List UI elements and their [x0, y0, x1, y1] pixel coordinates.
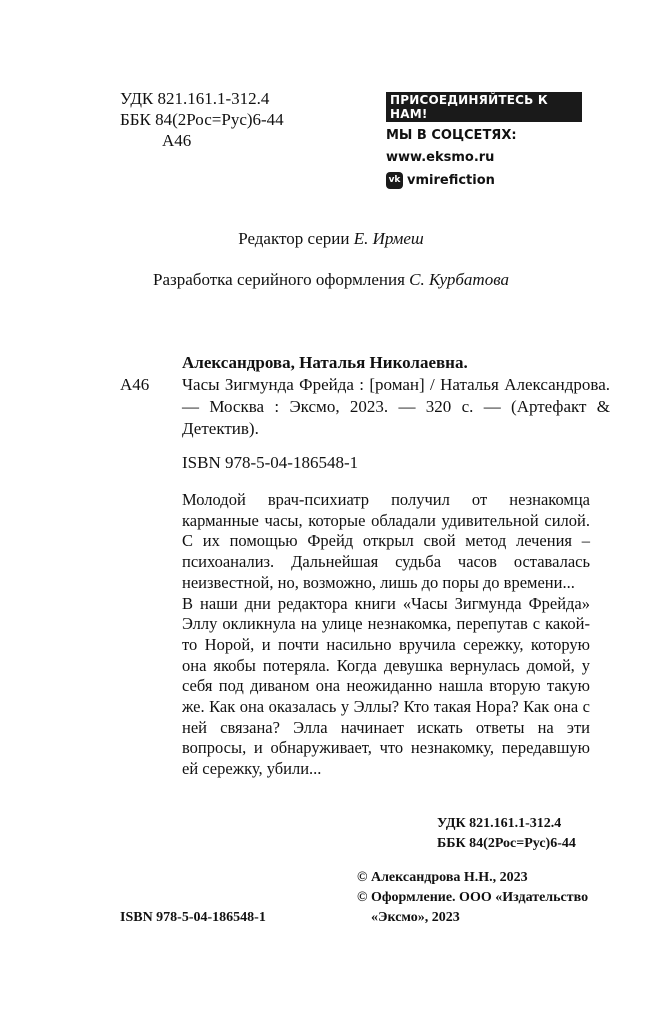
vk-icon: vk — [386, 172, 403, 189]
join-banner: ПРИСОЕДИНЯЙТЕСЬ К НАМ! — [386, 92, 582, 122]
series-editor: Редактор серии Е. Ирмеш — [238, 229, 424, 248]
entry-description: Часы Зигмунда Фрейда : [роман] / Наталья Александрова. — Москва : Эксмо, 2023. — 320 с. — (Артефакт & Детектив). — [182, 375, 610, 438]
social-label: МЫ В СОЦСЕТЯХ: — [386, 128, 517, 143]
entry-isbn: ISBN 978-5-04-186548-1 — [182, 453, 359, 472]
copyright-block — [357, 868, 588, 928]
social-block — [386, 92, 582, 189]
entry-author: Александрова, Наталья Николаевна. — [182, 353, 468, 372]
site-link[interactable]: www.eksmo.ru — [386, 150, 495, 165]
bbk-code: ББК 84(2Рос=Рус)6-44 — [120, 110, 284, 129]
copyright-author: © Александрова Н.Н., 2023 — [357, 870, 528, 885]
annotation-paragraph-2: В наши дни редактора книги «Часы Зигмунда Фрейда» Эллу окликнула на улице незнакомка, перепутав с какой-то Норой, и почти насильно вручила сережку, которую она якобы потеряла. Когда девушка вернулась домой, у себя под диваном она неожиданно нашла вторую такую же. Как она оказалась у Эллы? Кто такая Нора? Как она с ней связана? Элла начинает искать ответы на эти вопросы, и обнаруживает, что незнакомку, передавшую ей сережку, убили... — [182, 593, 590, 779]
catalog-entry — [120, 352, 610, 474]
annotation — [182, 490, 590, 780]
series-design-name: С. Курбатова — [409, 270, 509, 289]
series-design: Разработка серийного оформления С. Курбатова — [153, 270, 509, 289]
vk-handle: vmirefiction — [407, 172, 495, 188]
entry-code: А46 — [120, 375, 150, 394]
udk-code-bottom: УДК 821.161.1-312.4 — [437, 816, 562, 831]
isbn-bottom: ISBN 978-5-04-186548-1 — [120, 910, 266, 925]
copyright-design: © Оформление. ООО «Издательство — [357, 890, 589, 905]
series-editor-name: Е. Ирмеш — [353, 229, 424, 248]
udk-block-bottom — [437, 814, 576, 854]
copyright-design-cont: «Эксмо», 2023 — [371, 910, 460, 925]
bbk-code-bottom: ББК 84(2Рос=Рус)6-44 — [437, 836, 576, 851]
udk-code: УДК 821.161.1-312.4 — [120, 89, 270, 108]
udk-block-top — [120, 88, 284, 151]
annotation-paragraph-1: Молодой врач-психиатр получил от незнакомца карманные часы, которые обладали удивительной силой. С их помощью Фрейд открыл свой метод лечения – психоанализ. Дальнейшая судьба часов оставалась неизвестной, но, возможно, лишь до поры до времени... — [182, 490, 590, 592]
vk-link[interactable] — [386, 172, 582, 189]
author-mark: А46 — [162, 131, 192, 150]
